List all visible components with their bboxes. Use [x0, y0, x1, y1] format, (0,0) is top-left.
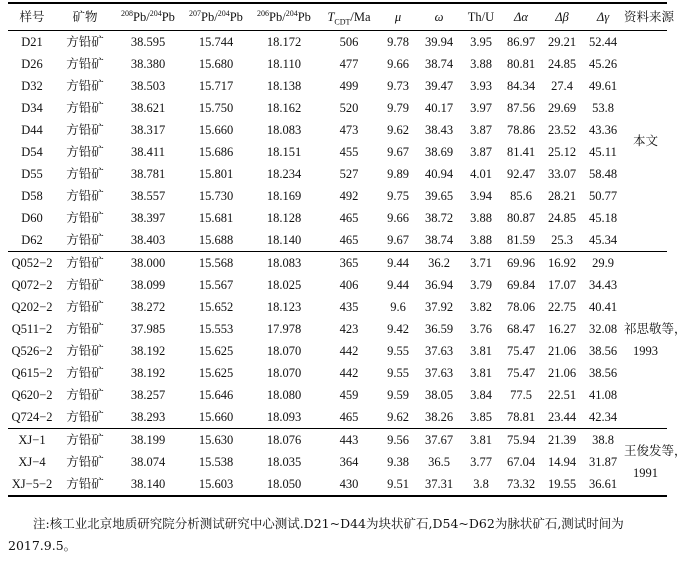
cell-tcdt: 499 — [339, 79, 359, 93]
cell-omega: 36.5 — [428, 455, 450, 469]
cell-th-u: 3.81 — [470, 366, 492, 380]
cell-pb208-pb204: 37.985 — [130, 322, 166, 336]
cell-delta-beta: 24.85 — [547, 211, 577, 225]
cell-sample: D54 — [21, 145, 43, 159]
cell-tcdt: 520 — [339, 101, 359, 115]
cell-delta-gamma: 45.18 — [588, 211, 618, 225]
header-pb208-pb204: $^{208}$Pb/$^{204}$Pb — [121, 8, 175, 24]
cell-mineral: 方铅矿 — [66, 278, 104, 292]
table-row — [8, 53, 667, 75]
cell-omega: 40.94 — [424, 167, 454, 181]
cell-source — [624, 252, 687, 429]
cell-pb207-pb204: 15.625 — [198, 344, 234, 358]
cell-pb208-pb204: 38.397 — [130, 211, 166, 225]
cell-delta-alpha: 84.34 — [506, 79, 536, 93]
cell-delta-beta: 29.21 — [547, 35, 577, 49]
table-row — [8, 318, 667, 340]
cell-omega: 37.63 — [424, 366, 454, 380]
cell-mineral: 方铅矿 — [66, 101, 104, 115]
cell-pb206-pb204: 18.070 — [266, 344, 302, 358]
cell-delta-gamma: 58.48 — [588, 167, 618, 181]
cell-source — [624, 429, 687, 497]
cell-tcdt: 423 — [339, 322, 359, 336]
cell-mu: 9.44 — [387, 278, 409, 292]
cell-delta-beta: 24.85 — [547, 57, 577, 71]
cell-mineral: 方铅矿 — [66, 123, 104, 137]
cell-sample: Q202−2 — [11, 300, 53, 314]
cell-mu: 9.66 — [387, 57, 409, 71]
cell-th-u: 3.76 — [470, 322, 492, 336]
cell-pb208-pb204: 38.074 — [130, 455, 166, 469]
cell-pb208-pb204: 38.272 — [130, 300, 166, 314]
cell-pb208-pb204: 38.317 — [130, 123, 166, 137]
cell-omega: 38.43 — [424, 123, 454, 137]
cell-th-u: 4.01 — [470, 167, 492, 181]
cell-delta-gamma: 45.34 — [588, 233, 618, 247]
cell-pb206-pb204: 18.234 — [266, 167, 302, 181]
cell-omega: 39.65 — [424, 189, 454, 203]
cell-pb208-pb204: 38.380 — [130, 57, 166, 71]
cell-mineral: 方铅矿 — [66, 256, 104, 270]
cell-mu: 9.38 — [387, 455, 409, 469]
cell-delta-beta: 21.06 — [547, 344, 577, 358]
cell-delta-gamma: 29.9 — [592, 256, 614, 270]
cell-delta-alpha: 75.47 — [506, 366, 536, 380]
table-row — [8, 229, 667, 252]
cell-tcdt: 465 — [339, 211, 359, 225]
cell-pb208-pb204: 38.411 — [131, 145, 165, 159]
cell-mineral: 方铅矿 — [66, 300, 104, 314]
cell-pb207-pb204: 15.750 — [198, 101, 234, 115]
cell-pb208-pb204: 38.000 — [130, 256, 166, 270]
header-th-u: Th/U — [467, 10, 495, 24]
cell-delta-alpha: 86.97 — [506, 35, 536, 49]
cell-mineral: 方铅矿 — [66, 388, 104, 402]
cell-tcdt: 492 — [339, 189, 359, 203]
cell-th-u: 3.81 — [470, 344, 492, 358]
cell-pb207-pb204: 15.680 — [198, 57, 234, 71]
cell-th-u: 3.79 — [470, 278, 492, 292]
cell-delta-gamma: 42.34 — [588, 410, 618, 424]
cell-mu: 9.89 — [387, 167, 409, 181]
header-omega: ω — [434, 10, 444, 24]
cell-pb207-pb204: 15.625 — [198, 366, 234, 380]
cell-pb208-pb204: 38.293 — [130, 410, 166, 424]
cell-omega: 39.94 — [424, 35, 454, 49]
cell-mu: 9.66 — [387, 211, 409, 225]
cell-delta-beta: 27.4 — [551, 79, 573, 93]
cell-mu: 9.75 — [387, 189, 409, 203]
cell-sample: D55 — [21, 167, 43, 181]
cell-th-u: 3.8 — [473, 477, 489, 491]
table-row — [8, 429, 667, 452]
cell-omega: 38.26 — [424, 410, 454, 424]
cell-mu: 9.6 — [390, 300, 406, 314]
table-row — [8, 252, 667, 275]
cell-mu: 9.78 — [387, 35, 409, 49]
cell-pb207-pb204: 15.646 — [198, 388, 234, 402]
header-sample: 样号 — [19, 10, 45, 24]
cell-pb208-pb204: 38.199 — [130, 433, 166, 447]
table-row — [8, 473, 667, 496]
cell-pb207-pb204: 15.686 — [198, 145, 234, 159]
cell-delta-alpha: 80.87 — [506, 211, 536, 225]
cell-th-u: 3.88 — [470, 211, 492, 225]
cell-delta-beta: 17.07 — [547, 278, 577, 292]
cell-mineral: 方铅矿 — [66, 211, 104, 225]
lead-isotope-table — [8, 2, 687, 497]
cell-sample: XJ−5−2 — [11, 477, 53, 491]
cell-th-u: 3.95 — [470, 35, 492, 49]
cell-tcdt: 465 — [339, 410, 359, 424]
cell-tcdt: 459 — [339, 388, 359, 402]
cell-sample: D44 — [21, 123, 43, 137]
cell-delta-beta: 23.44 — [547, 410, 577, 424]
cell-delta-gamma: 34.43 — [588, 278, 618, 292]
cell-pb206-pb204: 18.050 — [266, 477, 302, 491]
cell-omega: 36.59 — [424, 322, 454, 336]
cell-tcdt: 477 — [339, 57, 359, 71]
table-row — [8, 75, 667, 97]
cell-delta-beta: 14.94 — [547, 455, 577, 469]
cell-mu: 9.44 — [387, 256, 409, 270]
cell-sample: D60 — [21, 211, 43, 225]
cell-delta-gamma: 38.56 — [588, 366, 618, 380]
cell-delta-alpha: 69.96 — [506, 256, 536, 270]
cell-mineral: 方铅矿 — [66, 366, 104, 380]
source-text: 1993 — [633, 344, 658, 358]
cell-delta-gamma: 31.87 — [588, 455, 618, 469]
cell-mineral: 方铅矿 — [66, 57, 104, 71]
cell-delta-gamma: 49.61 — [588, 79, 618, 93]
cell-delta-alpha: 78.06 — [506, 300, 536, 314]
cell-tcdt: 527 — [339, 167, 359, 181]
cell-delta-alpha: 68.47 — [506, 322, 536, 336]
cell-mu: 9.62 — [387, 123, 409, 137]
cell-delta-alpha: 77.5 — [510, 388, 532, 402]
cell-delta-beta: 22.51 — [547, 388, 577, 402]
cell-delta-gamma: 45.26 — [588, 57, 618, 71]
cell-mineral: 方铅矿 — [66, 410, 104, 424]
cell-delta-gamma: 36.61 — [588, 477, 618, 491]
cell-pb207-pb204: 15.568 — [198, 256, 234, 270]
cell-pb207-pb204: 15.630 — [198, 433, 234, 447]
cell-th-u: 3.87 — [470, 145, 492, 159]
table-row — [8, 451, 667, 473]
source-text: 王俊发等， — [624, 444, 687, 458]
cell-delta-beta: 21.06 — [547, 366, 577, 380]
cell-pb208-pb204: 38.621 — [130, 101, 166, 115]
cell-tcdt: 430 — [339, 477, 359, 491]
cell-omega: 38.74 — [424, 233, 454, 247]
cell-delta-gamma: 52.44 — [588, 35, 618, 49]
table-row — [8, 296, 667, 318]
cell-delta-alpha: 75.47 — [506, 344, 536, 358]
cell-mineral: 方铅矿 — [66, 433, 104, 447]
cell-sample: XJ−4 — [18, 455, 46, 469]
cell-delta-alpha: 87.56 — [506, 101, 536, 115]
cell-pb206-pb204: 18.110 — [267, 57, 301, 71]
cell-th-u: 3.84 — [470, 388, 492, 402]
cell-sample: XJ−1 — [18, 433, 46, 447]
cell-mineral: 方铅矿 — [66, 145, 104, 159]
cell-delta-beta: 21.39 — [547, 433, 577, 447]
cell-sample: D21 — [21, 35, 43, 49]
cell-delta-gamma: 40.41 — [588, 300, 618, 314]
cell-tcdt: 406 — [339, 278, 359, 292]
cell-th-u: 3.87 — [470, 123, 492, 137]
cell-omega: 36.94 — [424, 278, 454, 292]
cell-mineral: 方铅矿 — [66, 189, 104, 203]
cell-pb206-pb204: 18.070 — [266, 366, 302, 380]
cell-delta-alpha: 85.6 — [510, 189, 532, 203]
cell-pb207-pb204: 15.553 — [198, 322, 234, 336]
cell-delta-beta: 23.52 — [547, 123, 577, 137]
cell-pb208-pb204: 38.140 — [130, 477, 166, 491]
cell-pb206-pb204: 18.123 — [266, 300, 302, 314]
header-pb207-pb204: $^{207}$Pb/$^{204}$Pb — [189, 8, 243, 24]
cell-delta-alpha: 78.81 — [506, 410, 536, 424]
header-mu: μ — [394, 10, 402, 24]
cell-mineral: 方铅矿 — [66, 35, 104, 49]
source-text: 本文 — [632, 134, 658, 148]
cell-th-u: 3.93 — [470, 79, 492, 93]
cell-tcdt: 435 — [339, 300, 359, 314]
cell-omega: 37.67 — [424, 433, 454, 447]
cell-tcdt: 455 — [339, 145, 359, 159]
cell-delta-beta: 25.3 — [551, 233, 573, 247]
cell-mu: 9.67 — [387, 233, 409, 247]
cell-mu: 9.56 — [387, 433, 409, 447]
cell-pb207-pb204: 15.688 — [198, 233, 234, 247]
cell-omega: 37.31 — [424, 477, 454, 491]
table-row — [8, 163, 667, 185]
cell-pb206-pb204: 18.128 — [266, 211, 302, 225]
cell-mu: 9.51 — [387, 477, 409, 491]
cell-mineral: 方铅矿 — [66, 344, 104, 358]
cell-omega: 38.05 — [424, 388, 454, 402]
header-delta-alpha: Δα — [514, 10, 528, 24]
table-container — [8, 2, 687, 497]
cell-delta-alpha: 81.41 — [506, 145, 536, 159]
cell-pb206-pb204: 18.162 — [266, 101, 302, 115]
cell-delta-alpha: 92.47 — [506, 167, 536, 181]
cell-omega: 38.74 — [424, 57, 454, 71]
cell-pb208-pb204: 38.557 — [130, 189, 166, 203]
table-row — [8, 384, 667, 406]
cell-delta-gamma: 38.56 — [588, 344, 618, 358]
cell-pb206-pb204: 18.083 — [266, 256, 302, 270]
table-body — [8, 31, 687, 497]
cell-mu: 9.67 — [387, 145, 409, 159]
cell-th-u: 3.94 — [470, 189, 492, 203]
cell-tcdt: 443 — [339, 433, 359, 447]
source-text: 祁思敬等， — [624, 322, 687, 336]
cell-tcdt: 506 — [339, 35, 359, 49]
cell-delta-gamma: 32.08 — [588, 322, 618, 336]
cell-mineral: 方铅矿 — [66, 322, 104, 336]
cell-pb206-pb204: 18.172 — [266, 35, 302, 49]
cell-pb206-pb204: 18.169 — [266, 189, 302, 203]
header-delta-beta: Δβ — [555, 10, 569, 24]
cell-sample: D32 — [21, 79, 43, 93]
cell-omega: 38.72 — [424, 211, 454, 225]
cell-mu: 9.73 — [387, 79, 409, 93]
cell-pb206-pb204: 18.093 — [266, 410, 302, 424]
cell-pb208-pb204: 38.403 — [130, 233, 166, 247]
cell-sample: D26 — [21, 57, 43, 71]
cell-delta-gamma: 53.8 — [592, 101, 614, 115]
cell-delta-beta: 33.07 — [547, 167, 577, 181]
table-row — [8, 362, 667, 384]
cell-delta-beta: 28.21 — [547, 189, 577, 203]
cell-pb207-pb204: 15.567 — [198, 278, 234, 292]
cell-delta-alpha: 69.84 — [506, 278, 536, 292]
cell-pb208-pb204: 38.503 — [130, 79, 166, 93]
cell-sample: D58 — [21, 189, 43, 203]
cell-delta-alpha: 81.59 — [506, 233, 536, 247]
header-delta-gamma: Δγ — [596, 10, 610, 24]
cell-th-u: 3.77 — [470, 455, 492, 469]
cell-mu: 9.79 — [387, 101, 409, 115]
cell-delta-alpha: 75.94 — [506, 433, 536, 447]
cell-th-u: 3.85 — [470, 410, 492, 424]
cell-sample: Q072−2 — [11, 278, 53, 292]
cell-omega: 36.2 — [428, 256, 450, 270]
cell-pb206-pb204: 18.140 — [266, 233, 302, 247]
cell-tcdt: 473 — [339, 123, 359, 137]
cell-sample: Q620−2 — [11, 388, 53, 402]
table-row — [8, 185, 667, 207]
cell-pb207-pb204: 15.660 — [198, 410, 234, 424]
table-row — [8, 207, 667, 229]
table-row — [8, 31, 667, 54]
cell-pb208-pb204: 38.099 — [130, 278, 166, 292]
cell-mu: 9.55 — [387, 344, 409, 358]
cell-pb208-pb204: 38.781 — [130, 167, 166, 181]
cell-pb206-pb204: 17.978 — [266, 322, 302, 336]
cell-delta-gamma: 43.36 — [588, 123, 618, 137]
table-row — [8, 141, 667, 163]
cell-th-u: 3.81 — [470, 433, 492, 447]
cell-sample: Q615−2 — [11, 366, 53, 380]
cell-delta-alpha: 67.04 — [506, 455, 536, 469]
cell-sample: Q052−2 — [11, 256, 53, 270]
cell-pb207-pb204: 15.538 — [198, 455, 234, 469]
cell-omega: 40.17 — [424, 101, 454, 115]
header-tcdt: $T_{CDT}/Ma$ — [327, 10, 371, 27]
cell-pb208-pb204: 38.192 — [130, 366, 166, 380]
cell-th-u: 3.97 — [470, 101, 492, 115]
cell-delta-beta: 19.55 — [547, 477, 577, 491]
cell-mineral: 方铅矿 — [66, 455, 104, 469]
cell-delta-beta: 16.27 — [547, 322, 577, 336]
cell-th-u: 3.82 — [470, 300, 492, 314]
table-row — [8, 274, 667, 296]
cell-mu: 9.59 — [387, 388, 409, 402]
cell-pb206-pb204: 18.035 — [266, 455, 302, 469]
cell-pb207-pb204: 15.652 — [198, 300, 234, 314]
cell-mineral: 方铅矿 — [66, 477, 104, 491]
cell-pb206-pb204: 18.080 — [266, 388, 302, 402]
cell-delta-gamma: 41.08 — [588, 388, 618, 402]
cell-sample: Q724−2 — [11, 410, 53, 424]
cell-th-u: 3.71 — [470, 256, 492, 270]
cell-pb208-pb204: 38.257 — [130, 388, 166, 402]
cell-delta-gamma: 45.11 — [589, 145, 617, 159]
cell-tcdt: 365 — [339, 256, 359, 270]
cell-tcdt: 442 — [339, 366, 359, 380]
cell-pb206-pb204: 18.138 — [266, 79, 302, 93]
cell-pb207-pb204: 15.744 — [198, 35, 234, 49]
cell-pb207-pb204: 15.660 — [198, 123, 234, 137]
cell-omega: 38.69 — [424, 145, 454, 159]
table-row — [8, 406, 667, 429]
cell-sample: Q526−2 — [11, 344, 53, 358]
cell-delta-beta: 25.12 — [547, 145, 577, 159]
header-mineral: 矿物 — [72, 10, 98, 24]
table-row — [8, 119, 667, 141]
cell-delta-alpha: 80.81 — [506, 57, 536, 71]
cell-source — [624, 31, 667, 252]
cell-omega: 39.47 — [424, 79, 454, 93]
cell-mu: 9.55 — [387, 366, 409, 380]
cell-delta-alpha: 73.32 — [506, 477, 536, 491]
cell-mineral: 方铅矿 — [66, 167, 104, 181]
cell-pb207-pb204: 15.730 — [198, 189, 234, 203]
cell-th-u: 3.88 — [470, 233, 492, 247]
cell-mu: 9.42 — [387, 322, 409, 336]
table-row — [8, 340, 667, 362]
source-text: 1991 — [633, 466, 658, 480]
cell-tcdt: 442 — [339, 344, 359, 358]
cell-delta-beta: 16.92 — [547, 256, 577, 270]
header-pb206-pb204: $^{206}$Pb/$^{204}$Pb — [257, 8, 311, 24]
cell-sample: Q511−2 — [11, 322, 53, 336]
table-note: 注:核工业北京地质研究院分析测试研究中心测试.D21~D44为块状矿石,D54~D62为脉状矿石,测试时间为2017.9.5。 — [8, 516, 624, 553]
cell-pb208-pb204: 38.192 — [130, 344, 166, 358]
cell-mineral: 方铅矿 — [66, 79, 104, 93]
cell-mineral: 方铅矿 — [66, 233, 104, 247]
cell-delta-gamma: 38.8 — [592, 433, 614, 447]
cell-omega: 37.92 — [424, 300, 454, 314]
cell-pb206-pb204: 18.151 — [266, 145, 302, 159]
header-row — [8, 3, 667, 31]
cell-pb207-pb204: 15.801 — [198, 167, 234, 181]
cell-pb207-pb204: 15.717 — [198, 79, 234, 93]
cell-pb206-pb204: 18.076 — [266, 433, 302, 447]
cell-tcdt: 364 — [339, 455, 359, 469]
cell-th-u: 3.88 — [470, 57, 492, 71]
cell-delta-beta: 29.69 — [547, 101, 577, 115]
cell-pb206-pb204: 18.083 — [266, 123, 302, 137]
cell-sample: D34 — [21, 101, 43, 115]
cell-pb208-pb204: 38.595 — [130, 35, 166, 49]
cell-delta-gamma: 50.77 — [588, 189, 618, 203]
cell-pb207-pb204: 15.681 — [198, 211, 234, 225]
cell-pb207-pb204: 15.603 — [198, 477, 234, 491]
cell-sample: D62 — [21, 233, 43, 247]
table-row — [8, 97, 667, 119]
cell-delta-beta: 22.75 — [547, 300, 577, 314]
cell-tcdt: 465 — [339, 233, 359, 247]
cell-delta-alpha: 78.86 — [506, 123, 536, 137]
cell-mu: 9.62 — [387, 410, 409, 424]
cell-pb206-pb204: 18.025 — [266, 278, 302, 292]
header-source: 资料来源 — [624, 10, 675, 24]
cell-omega: 37.63 — [424, 344, 454, 358]
